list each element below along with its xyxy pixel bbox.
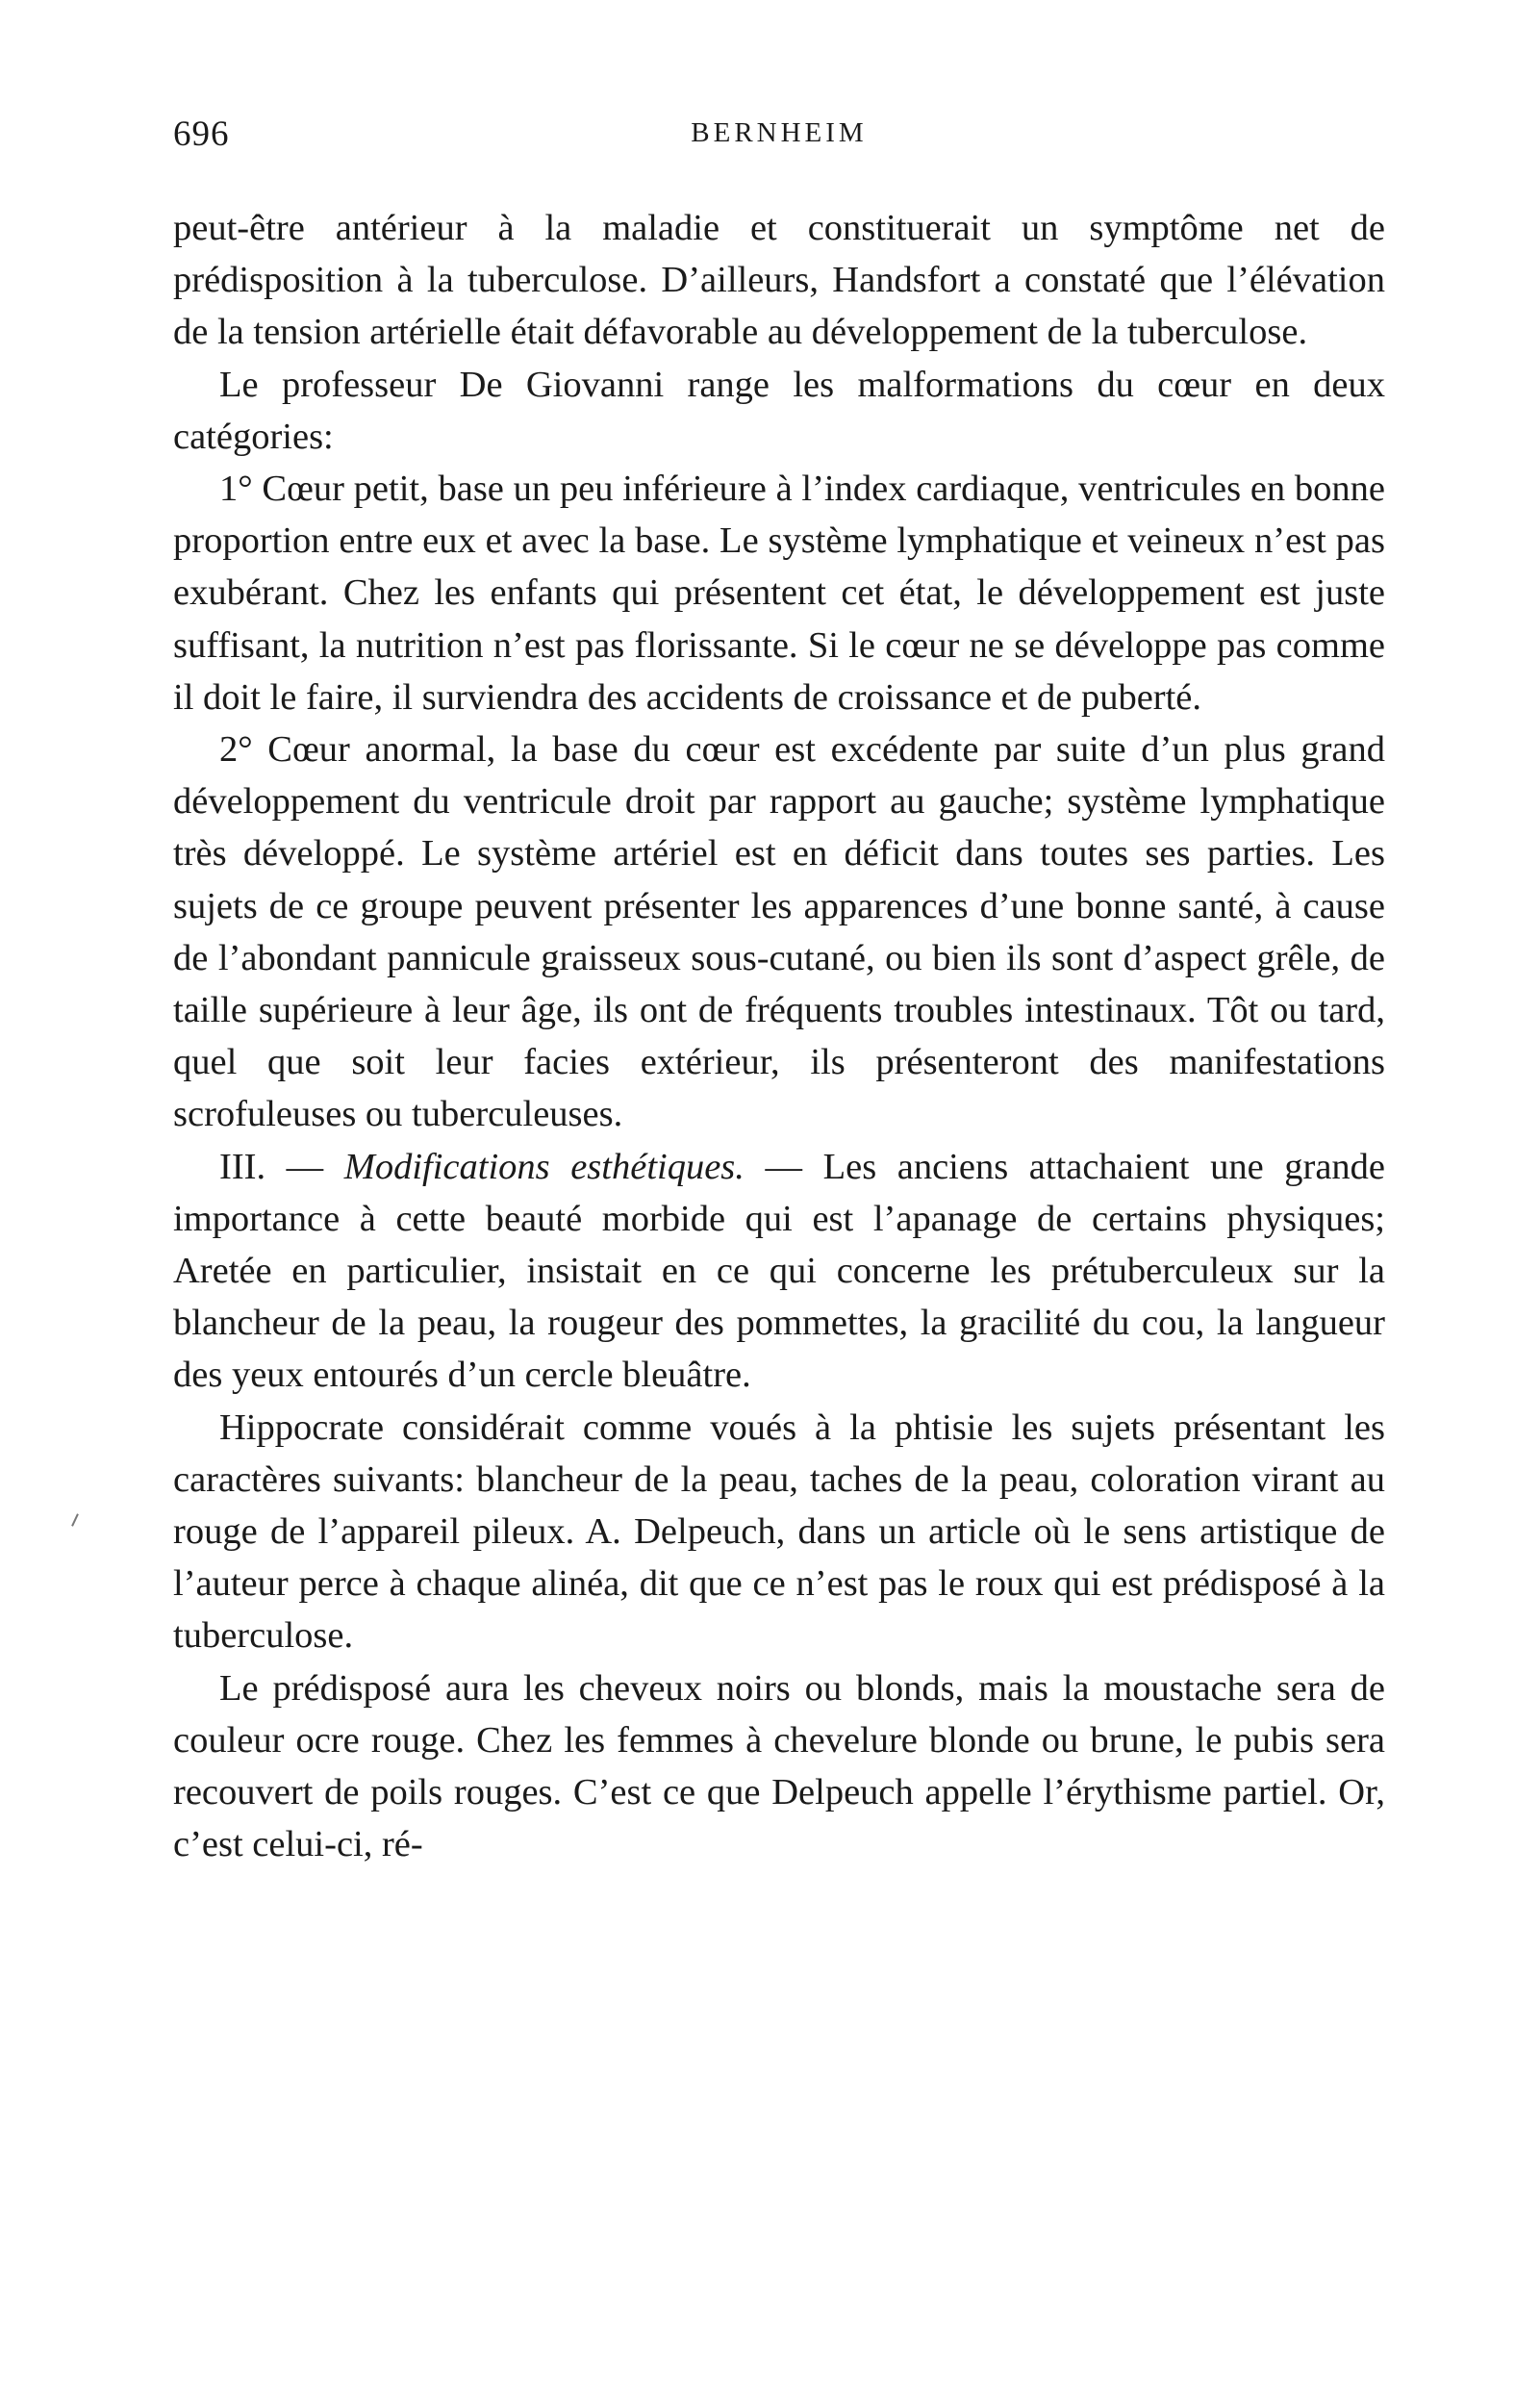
paragraph-category-one: 1° Cœur petit, base un peu inférieure à l’index cardiaque, ventricules en bonne proportion entre eux et avec la base. Le système lymphatique et veineux n’est pas exubérant. Chez les enfants qui présentent cet état, le développement est juste suffisant, la nutrition n’est pas florissante. Si le cœur ne se développe pas comme il doit le faire, il surviendra des accidents de croissance et de puberté. <box>173 469 1385 718</box>
paragraph-predispose: Le prédisposé aura les cheveux noirs ou blonds, mais la moustache sera de couleur ocre rouge. Chez les femmes à chevelure blonde ou brune, le pubis sera recouvert de poils rouges. C’est ce que Delpeuch appelle l’érythisme partiel. Or, c’est celui-ci, ré- <box>173 1667 1385 1865</box>
running-head <box>173 114 1385 162</box>
paragraph-section-three <box>173 1141 1385 1402</box>
section-text: — Les anciens attachaient une grande importance à cette beauté morbide qui est l’apanage de certains physiques; Aretée en particulier, insistait en ce qui concerne les prétuberculeux sur la blancheur de la peau, la rougeur des pommettes, la gracilité du cou, la langueur des yeux entourés d’un cercle bleuâtre. <box>173 1146 1386 1396</box>
section-title: Modifications esthétiques. <box>343 1146 745 1187</box>
section-number: III. — <box>219 1146 344 1187</box>
page-number: 696 <box>173 114 230 154</box>
paragraph-hippocrate: Hippocrate considérait comme voués à la phtisie les sujets présentant les caractères suivants: blancheur de la peau, taches de la peau, coloration virant au rouge de l’appareil pileux. A. Delpeuch, dans un article où le sens artistique de l’auteur perce à chaque alinéa, dit que ce n’est pas le roux qui est prédisposé à la tuberculose. <box>173 1407 1385 1657</box>
paragraph-category-two: 2° Cœur anormal, la base du cœur est excédente par suite d’un plus grand développement du ventricule droit par rapport au gauche; système lymphatique très développé. Le système artériel est en déficit dans toutes ses parties. Les sujets de ce groupe peuvent présenter les apparences d’une bonne santé, à cause de l’abondant pannicule graisseux sous-cutané, ou bien ils sont d’aspect grêle, de taille supérieure à leur âge, ils ont de fréquents troubles intestinaux. Tôt ou tard, quel que soit leur facies extérieur, ils présenteront des manifestations scrofuleuses ou tuberculeuses. <box>173 729 1385 1135</box>
paragraph-de-giovanni: Le professeur De Giovanni range les malformations du cœur en deux catégories: <box>173 364 1385 457</box>
print-speck <box>71 1513 79 1527</box>
running-title: BERNHEIM <box>691 117 868 148</box>
paragraph-continuation: peut-être antérieur à la maladie et constituerait un symptôme net de prédisposition à la tuberculose. D’ailleurs, Handsfort a constaté que l’élévation de la tension artérielle était défavorable au développement de la tuberculose. <box>173 208 1385 353</box>
text-body <box>173 202 1385 1871</box>
